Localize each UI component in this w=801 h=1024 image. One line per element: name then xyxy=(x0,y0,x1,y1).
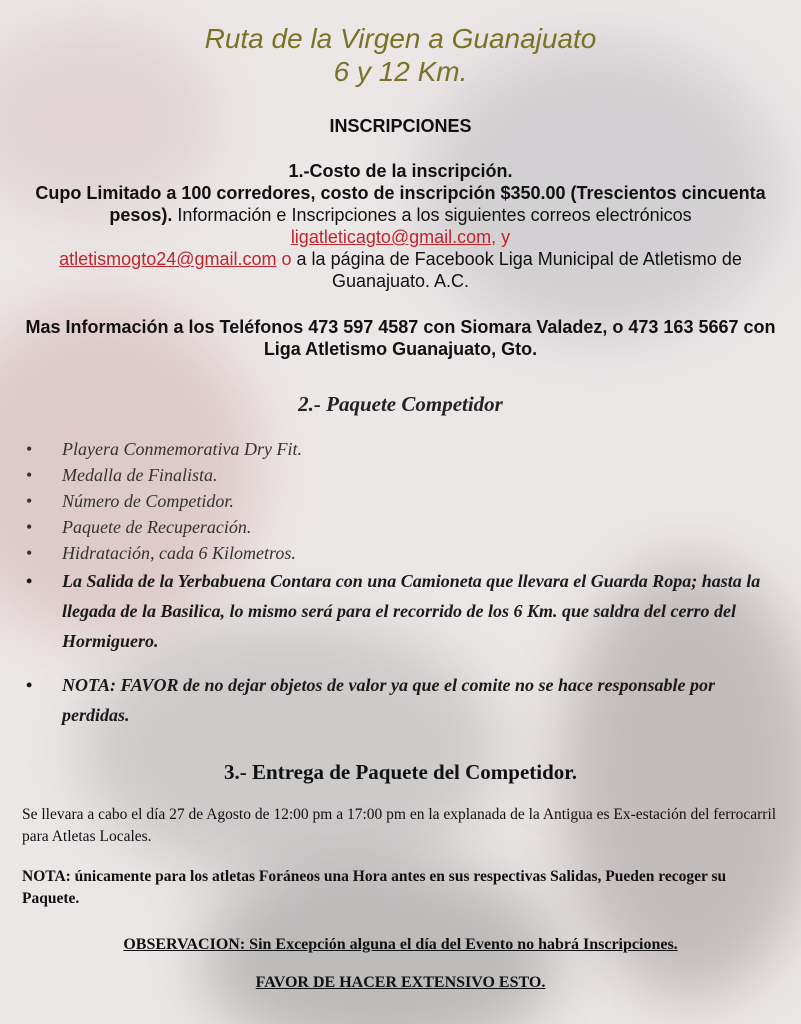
bullet-icon: • xyxy=(26,543,33,563)
section-title: INSCRIPCIONES xyxy=(329,116,472,136)
event-title-line1: Ruta de la Virgen a Guanajuato xyxy=(204,23,597,54)
email-connector-2: o xyxy=(276,249,292,269)
list-item-note xyxy=(0,670,780,730)
event-title xyxy=(0,22,801,88)
list-item-text: La Salida de la Yerbabuena Contara con una Camioneta que llevara el Guarda Ropa; hasta la llegada de la Basilica, lo mismo será para el recorrido de los 6 Km. que saldra del cerro del Hormiguero. xyxy=(62,571,761,651)
delivery-paragraph: Se llevara a cabo el día 27 de Agosto de 12:00 pm a 17:00 pm en la explanada de la Antigua es Ex-estación del ferrocarril para Atletas Locales. xyxy=(22,806,777,845)
extend-message: FAVOR DE HACER EXTENSIVO ESTO. xyxy=(255,974,546,991)
delivery-heading: 3.- Entrega de Paquete del Competidor. xyxy=(224,760,577,784)
registration-section xyxy=(20,160,781,292)
email-link-1[interactable]: ligatleticagto@gmail.com xyxy=(290,227,492,247)
bullet-icon: • xyxy=(26,517,33,537)
list-item-text: Número de Competidor. xyxy=(62,491,234,511)
bullet-icon: • xyxy=(26,465,33,485)
list-item-text: NOTA: FAVOR de no dejar objetos de valor ya que el comite no se hace responsable por perdidas. xyxy=(62,675,715,725)
package-list xyxy=(0,436,780,730)
email-link-2[interactable]: atletismogto24@gmail.com xyxy=(59,249,277,269)
list-item xyxy=(0,488,780,514)
list-item xyxy=(0,436,780,462)
list-item-transport xyxy=(0,566,780,656)
list-item-text: Playera Conmemorativa Dry Fit. xyxy=(62,439,302,459)
registration-info: Información e Inscripciones a los siguientes correos electrónicos xyxy=(172,205,692,225)
phone-info: Mas Información a los Teléfonos 473 597 4587 con Siomara Valadez, o 473 163 5667 con Liga Atletismo Guanajuato, Gto. xyxy=(25,317,776,359)
registration-capacity: Cupo Limitado a 100 corredores, costo de inscripción $350.00 (Trescientos cincuenta pesos). xyxy=(35,183,766,225)
list-item-text: Hidratación, cada 6 Kilometros. xyxy=(62,543,296,563)
list-item-text: Paquete de Recuperación. xyxy=(62,517,252,537)
bullet-icon: • xyxy=(26,439,33,459)
registration-heading: 1.-Costo de la inscripción. xyxy=(288,161,513,181)
event-title-line2: 6 y 12 Km. xyxy=(333,56,468,87)
list-item xyxy=(0,514,780,540)
list-item-text: Medalla de Finalista. xyxy=(62,465,218,485)
delivery-note: NOTA: únicamente para los atletas Foráneos una Hora antes en sus respectivas Salidas, Pueden recoger su Paquete. xyxy=(22,868,727,907)
package-heading: 2.- Paquete Competidor xyxy=(298,392,503,416)
list-item xyxy=(0,462,780,488)
facebook-info: a la página de Facebook Liga Municipal de Atletismo de Guanajuato. A.C. xyxy=(291,249,742,291)
bullet-icon: • xyxy=(26,491,33,511)
bullet-icon: • xyxy=(26,571,33,591)
email-connector-1: , y xyxy=(491,227,511,247)
observation-text: OBSERVACION: Sin Excepción alguna el día del Evento no habrá Inscripciones. xyxy=(123,936,678,953)
bullet-icon: • xyxy=(26,675,33,695)
list-item xyxy=(0,540,780,566)
